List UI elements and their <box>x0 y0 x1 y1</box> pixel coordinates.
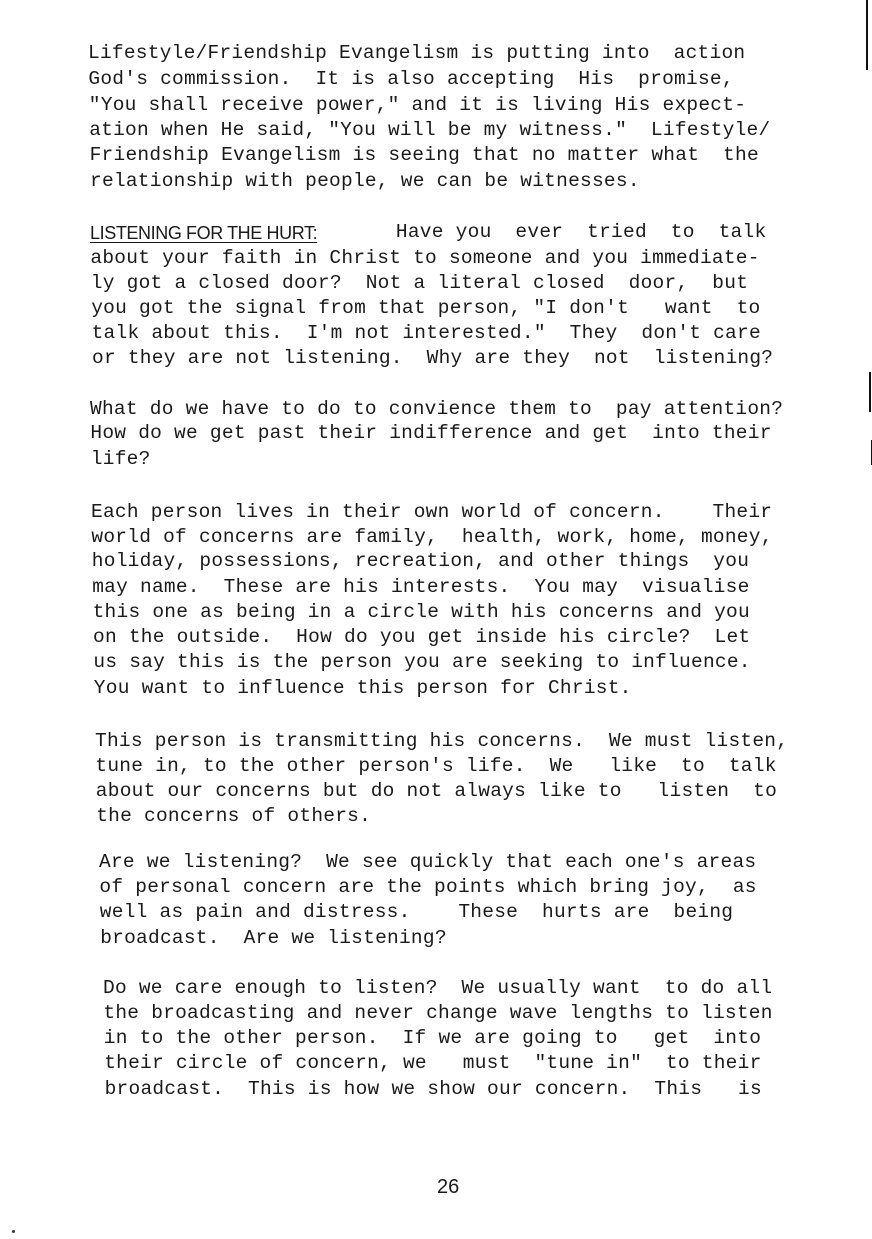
text-line: in to the other person. If we are going to get into <box>103 1027 762 1049</box>
page-number: 26 <box>437 1176 460 1198</box>
text-line: You want to influence this person for Christ. <box>93 677 632 699</box>
text-line: about our concerns but do not always like to listen to <box>95 780 778 802</box>
text-line: How do we get past their indifference and get into their <box>90 422 772 444</box>
text-line: world of concerns are family, health, work, home, money, <box>91 526 773 548</box>
text-line: on the outside. How do you get inside his circle? Let <box>93 626 751 648</box>
text-line: talk about this. I'm not interested." They don't care <box>91 322 761 344</box>
text-line: This person is transmitting his concerns. We must listen, <box>95 730 789 752</box>
text-line: this one as being in a circle with his concerns and you <box>92 601 750 623</box>
scan-edge-line <box>866 0 868 70</box>
text-line: "You shall receive power," and it is living His expect- <box>88 94 747 116</box>
text-line: Are we listening? We see quickly that each one's areas <box>99 851 757 873</box>
text-line: us say this is the person you are seeking to influence. <box>93 651 751 673</box>
text-line: Have you ever tried to talk <box>372 221 767 243</box>
text-line: Lifestyle/Friendship Evangelism is putting into action <box>88 42 746 64</box>
text-line: ly got a closed door? Not a literal closed door, but <box>90 272 749 294</box>
text-line: broadcast. This is how we show our concern. This is <box>104 1078 762 1100</box>
text-line: God's commission. It is also accepting His promise, <box>88 68 734 90</box>
text-line: may name. These are his interests. You may visualise <box>92 576 750 598</box>
text-line: about your faith in Christ to someone and you immediate- <box>90 247 760 269</box>
text-line: Do we care enough to listen? We usually want to do all <box>103 977 773 999</box>
section-heading: LISTENING FOR THE HURT: <box>90 223 318 243</box>
text-line: Friendship Evangelism is seeing that no matter what the <box>89 144 759 166</box>
scan-speck <box>12 1230 15 1233</box>
text-line: Each person lives in their own world of concern. Their <box>91 501 773 523</box>
text-line: of personal concern are the points which bring joy, as <box>99 876 757 898</box>
text-line: you got the signal from that person, "I don't want to <box>91 297 761 319</box>
text-line: What do we have to do to convience them to pay attention? <box>90 398 784 420</box>
text-line: the concerns of others. <box>96 805 372 827</box>
text-line: their circle of concern, we must "tune in" to their <box>104 1052 762 1074</box>
text-line: or they are not listening. Why are they not listening? <box>92 347 774 369</box>
text-line: ation when He said, "You will be my witness." Lifestyle/ <box>89 119 771 141</box>
scan-edge-line <box>869 372 871 412</box>
text-line: tune in, to the other person's life. We like to talk <box>95 755 777 777</box>
text-line: relationship with people, we can be witnesses. <box>90 170 640 192</box>
text-line: broadcast. Are we listening? <box>100 927 447 949</box>
text-line: holiday, possessions, recreation, and other things you <box>91 550 750 572</box>
text-line: the broadcasting and never change wave lengths to listen <box>103 1002 773 1024</box>
text-line: well as pain and distress. These hurts are being <box>99 901 734 923</box>
text-line: life? <box>90 448 151 470</box>
